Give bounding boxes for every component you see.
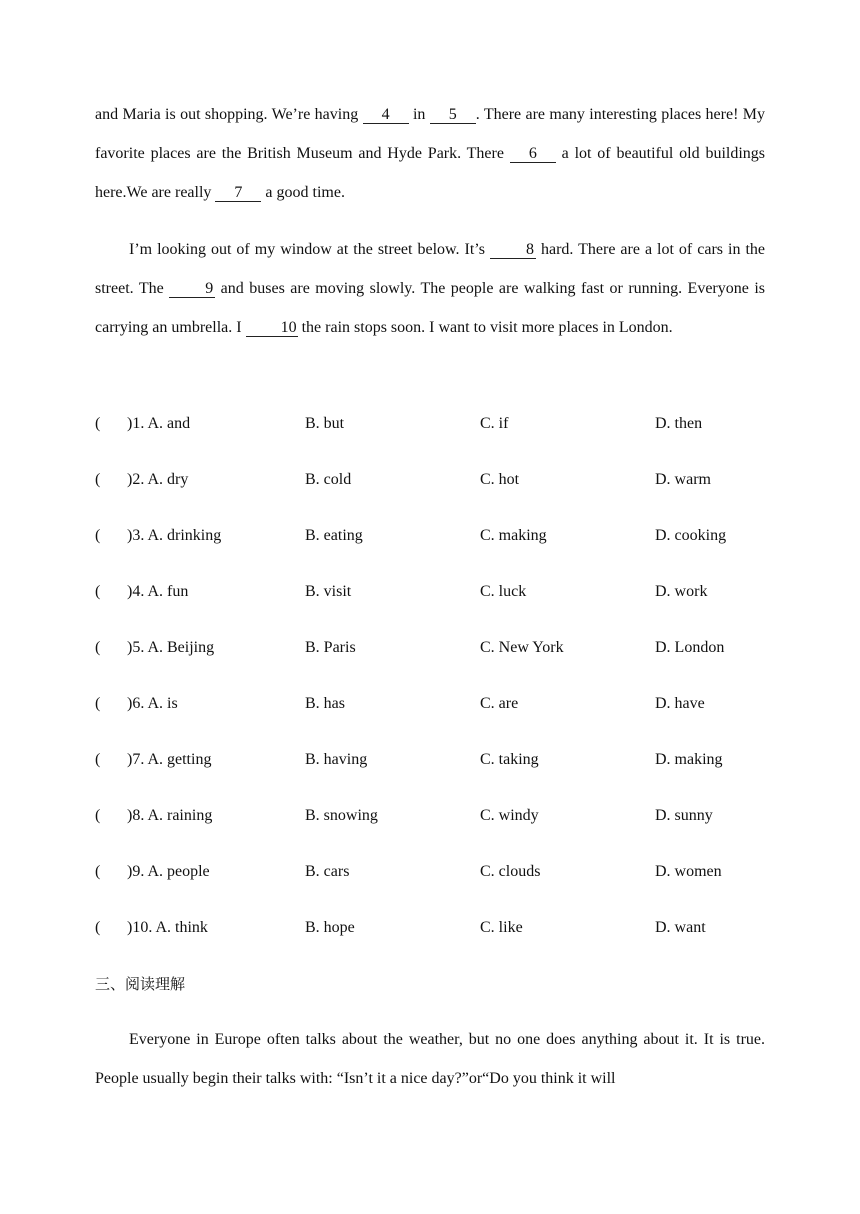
answer-paren: ( [95, 807, 101, 824]
option-b: B. hope [305, 919, 355, 936]
option-c: C. windy [480, 807, 539, 824]
question-row-1 [95, 412, 765, 436]
passage-text: I’m looking out of my window at the street below. It’s [129, 241, 490, 258]
blank-5: 5 [430, 107, 476, 124]
option-a: )2. A. dry [127, 471, 189, 488]
option-b: B. has [305, 695, 345, 712]
option-a: )5. A. Beijing [127, 639, 215, 656]
blank-10: 10 [246, 320, 298, 337]
option-d: D. have [655, 695, 705, 712]
question-row-9 [95, 860, 765, 884]
question-row-4 [95, 580, 765, 604]
answer-paren: ( [95, 919, 101, 936]
option-d: D. women [655, 863, 722, 880]
option-c: C. are [480, 695, 519, 712]
option-b: B. cars [305, 863, 350, 880]
question-row-5 [95, 636, 765, 660]
answer-paren: ( [95, 751, 101, 768]
answer-paren: ( [95, 583, 101, 600]
question-row-8 [95, 804, 765, 828]
option-c: C. hot [480, 471, 520, 488]
option-b: B. having [305, 751, 368, 768]
option-a: )6. A. is [127, 695, 178, 712]
passage-text: hard. There are a lot of cars in the street. The [95, 241, 766, 297]
passage-text: a good time. [261, 184, 345, 201]
option-d: D. cooking [655, 527, 727, 544]
option-a: )9. A. people [127, 863, 210, 880]
blank-9: 9 [169, 281, 215, 298]
answer-paren: ( [95, 415, 101, 432]
passage-text: the rain stops soon. I want to visit more places in London. [297, 319, 673, 336]
option-d: D. warm [655, 471, 711, 488]
option-a: )8. A. raining [127, 807, 213, 824]
answer-paren: ( [95, 471, 101, 488]
option-b: B. eating [305, 527, 363, 544]
option-a: )1. A. and [127, 415, 191, 432]
option-c: C. if [480, 415, 509, 432]
option-c: C. like [480, 919, 523, 936]
answer-paren: ( [95, 695, 101, 712]
option-a: )4. A. fun [127, 583, 189, 600]
answer-paren: ( [95, 527, 101, 544]
option-a: )7. A. getting [127, 751, 212, 768]
option-d: D. work [655, 583, 708, 600]
blank-7: 7 [215, 185, 261, 202]
option-c: C. making [480, 527, 547, 544]
option-c: C. clouds [480, 863, 541, 880]
option-c: C. taking [480, 751, 539, 768]
reading-paragraph: Everyone in Europe often talks about the weather, but no one does anything about it. It is true. People usually begin their talks with: “Isn’t it a nice day?”or“Do you think it will [95, 1031, 765, 1087]
blank-8: 8 [490, 242, 536, 259]
option-b: B. but [305, 415, 345, 432]
option-d: D. sunny [655, 807, 713, 824]
question-row-2 [95, 468, 765, 492]
passage-text: . There are many interesting places here! My favorite places are the British Museum and Hyde Park. There [95, 106, 765, 162]
option-d: D. London [655, 639, 725, 656]
question-row-3 [95, 524, 765, 548]
option-b: B. cold [305, 471, 352, 488]
passage-text: a lot of beautiful old buildings here.We are really [95, 145, 766, 201]
question-row-10 [95, 916, 765, 940]
passage-text: in [408, 106, 430, 123]
passage-paragraph-2 [95, 230, 765, 347]
section-heading: 三、阅读理解 [95, 975, 186, 993]
option-a: )10. A. think [127, 919, 208, 936]
option-b: B. snowing [305, 807, 378, 824]
passage-paragraph-1 [95, 95, 765, 212]
option-b: B. Paris [305, 639, 356, 656]
option-c: C. luck [480, 583, 527, 600]
blank-6: 6 [510, 146, 556, 163]
question-row-6 [95, 692, 765, 716]
option-d: D. making [655, 751, 723, 768]
answer-paren: ( [95, 863, 101, 880]
question-row-7 [95, 748, 765, 772]
passage-text: and Maria is out shopping. We’re having [95, 106, 363, 123]
passage-text: and buses are moving slowly. The people are walking fast or running. Everyone is carrying an umbrella. I [95, 280, 766, 336]
option-d: D. want [655, 919, 706, 936]
answer-paren: ( [95, 639, 101, 656]
option-a: )3. A. drinking [127, 527, 222, 544]
option-c: C. New York [480, 639, 564, 656]
blank-4: 4 [363, 107, 409, 124]
option-d: D. then [655, 415, 703, 432]
option-b: B. visit [305, 583, 352, 600]
